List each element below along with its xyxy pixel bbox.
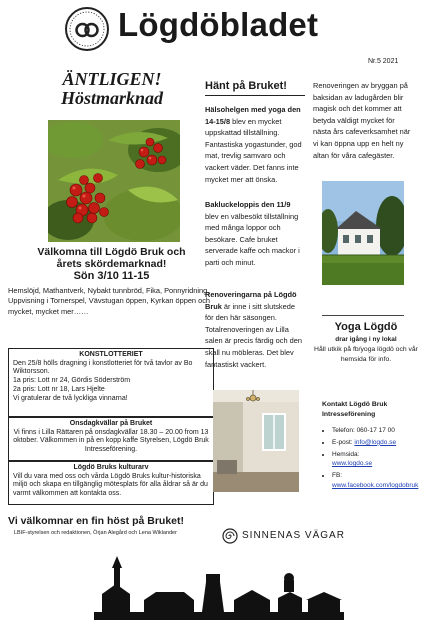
website-link[interactable]: www.logdo.se — [332, 460, 373, 468]
wednesday-heading: Onsdagkvällar på Bruket — [69, 420, 153, 427]
headline-line1: ÄNTLIGEN! — [62, 69, 162, 89]
lottery-prize1: 1a pris: Lott nr 24, Gördis Söderström — [13, 377, 131, 385]
news-item-1-body: blev en mycket uppskattad tillställning. Fantastiska yogastunder, god mat, trevlig samvaro och vackert väder. Det fanns inte mycket mer att önska. — [205, 116, 302, 184]
news-item-2 — [205, 199, 305, 269]
contact-heading: Kontakt Lögdö Bruk Intresseförening — [322, 401, 388, 418]
logo-icon — [64, 6, 110, 52]
news-item-1-title: Hälsohelgen med yoga den 14-15/8 — [205, 105, 301, 126]
news-item-1 — [205, 104, 305, 185]
fb-label: FB: — [332, 472, 343, 480]
contact-list — [322, 426, 428, 493]
yoga-heading: Yoga Lögdö — [334, 321, 398, 333]
credit-line: LBIF-styrelsen och redaktionen, Örjan Alegård och Lena Wiklander — [14, 530, 177, 536]
contact-web — [332, 450, 428, 470]
email-label: E-post: — [332, 438, 355, 446]
heritage-heading: Lögdö Bruks kulturarv — [73, 464, 149, 471]
masthead-title: Lögdöbladet — [118, 6, 319, 43]
contact-phone: • Telefon: 060-17 17 00 — [332, 426, 428, 436]
yoga-text: Håll utkik på fb/yoga lögdö och vår hemsida för info. — [314, 346, 418, 363]
news-item-3 — [205, 289, 305, 370]
welcome-line1: Välkomna till Lögdö Bruk och — [37, 246, 186, 258]
lottery-text: Den 25/8 hölls dragning i konstlotteriet för två tavlor av Bo Wiktorsson. — [13, 359, 193, 376]
activities-text: Hemslöjd, Mathantverk, Nybakt tunnbröd, Fika, Ponnyridning, Uppvisning i Tornerspel, Vävstugan öppen, Kyrkan öppen och mycket, mycket mer…… — [8, 286, 211, 316]
bridge-renovation-text: Renoveringen av bryggan på baksidan av ladugården blir magisk och det kommer att betyda väldigt mycket för nästa års cafeverksamhet när vi kan öppna upp en helt ny altan för våra cafegäster. — [313, 81, 411, 160]
yoga-subheading: drar igång i ny lokal — [335, 336, 397, 343]
lottery-heading: KONSTLOTTERIET — [79, 351, 143, 358]
news-item-3-title: Renoveringarna på Lögdö Bruk — [205, 290, 297, 311]
lottery-box — [8, 348, 214, 417]
news-item-2-title: Bakluckeloppis den 11/9 — [205, 200, 291, 209]
issue-number: Nr.5 2021 — [368, 58, 399, 65]
market-date: Sön 3/10 11-15 — [73, 270, 150, 282]
web-label: Hemsida: — [332, 450, 360, 458]
white-house-photo — [322, 181, 404, 285]
contact-email — [332, 438, 428, 448]
welcome-heading — [10, 246, 213, 282]
contact-fb — [332, 471, 428, 491]
lottery-prize2: 2a pris: Lott nr 18, Lars Hjelte — [13, 385, 105, 393]
news-heading-rule — [205, 95, 305, 96]
sinnenas-vagar-logo — [222, 528, 345, 544]
renovated-room-photo — [213, 390, 299, 492]
news-item-2-body: blev en välbesökt tillställning med många loppor och besökare. Cafe bruket serverade kaffe och mackor i parti och minut. — [205, 211, 300, 267]
email-link[interactable]: info@logdo.se — [354, 438, 397, 446]
rowan-berries-photo — [48, 120, 180, 242]
facebook-link[interactable]: www.facebook.com/logdobruk — [332, 481, 419, 489]
spiral-icon — [222, 528, 238, 544]
heritage-text: Vill du vara med oss och vårda Lögdö Bruks kultur-historiska miljö och skapa en tillgänglig mötesplats för alla åldrar så är du varmt välkommen att kontakta oss. — [13, 472, 208, 498]
wednesday-text: Vi finns i Lilla Rättaren på onsdagkvällar 18.30 – 20.00 from 13 oktober. Välkommen in på en kopp kaffe Styrelsen, Lögdö Bruk Intresseförening. — [13, 428, 209, 454]
sinnenas-text: SINNENAS VÄGAR — [242, 530, 345, 541]
wednesday-box — [8, 417, 214, 461]
welcome-line2: årets skördemarknad! — [56, 258, 167, 270]
headline-line2: Höstmarknad — [60, 88, 164, 108]
heritage-box — [8, 461, 214, 505]
closing-title: Vi välkomnar en fin höst på Bruket! — [8, 515, 185, 527]
main-headline — [50, 70, 174, 108]
news-heading: Hänt på Bruket! — [205, 80, 287, 92]
lottery-congrats: Vi gratulerar de två lyckliga vinnarna! — [13, 394, 128, 402]
yoga-rule — [322, 315, 404, 316]
village-skyline-silhouette — [94, 552, 344, 620]
news-item-3-body: är inne i sitt slutskede för den här säsongen. Totalrenoveringen av Lilla salen är precis färdig och den skall nu möbleras. Det blev fantastiskt vackert. — [205, 301, 302, 369]
